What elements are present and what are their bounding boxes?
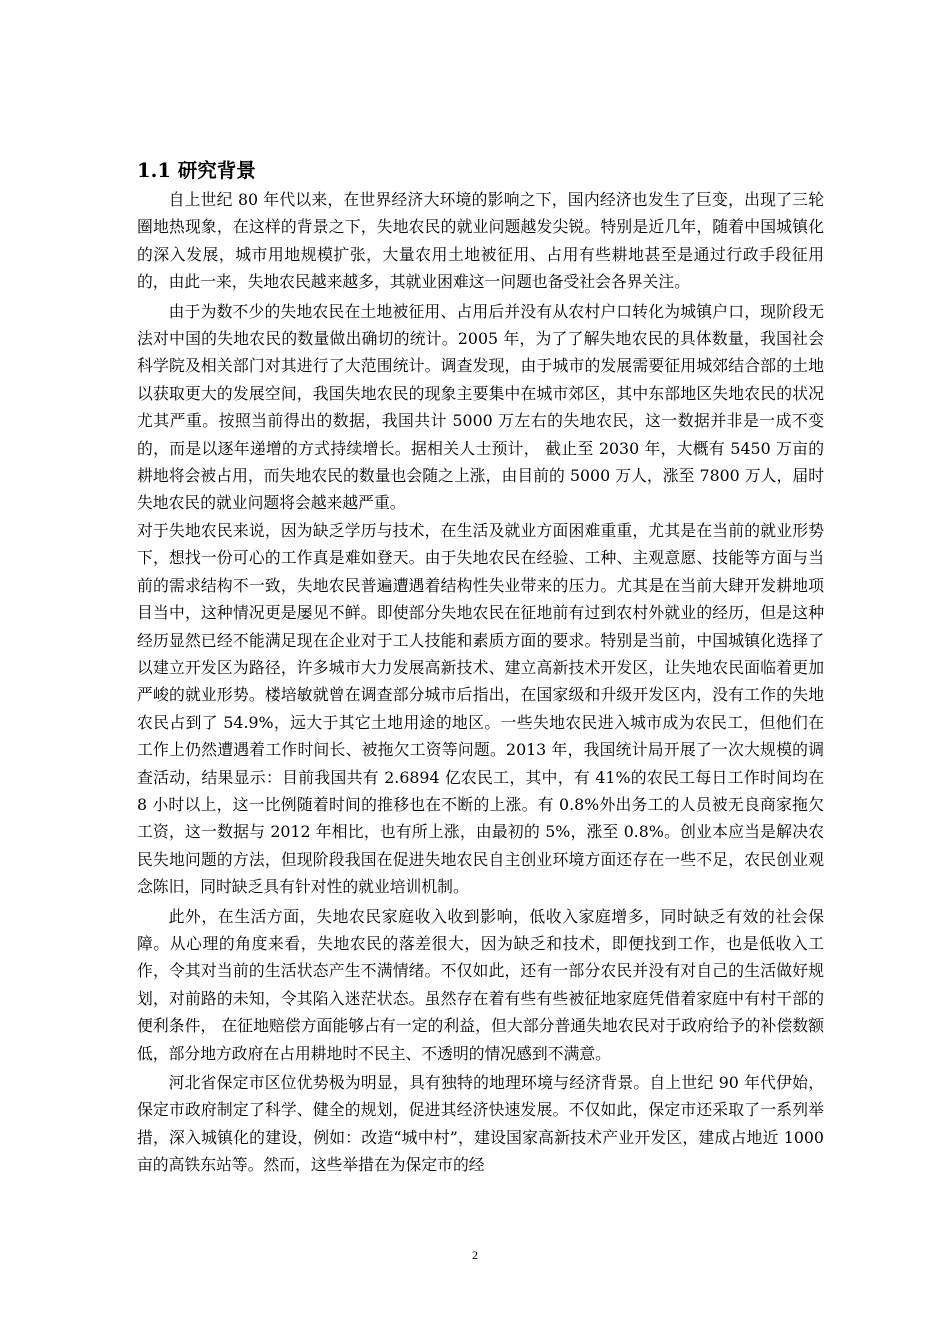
section-heading: 1.1 研究背景: [137, 159, 256, 182]
paragraph-4: 此外，在生活方面，失地农民家庭收入收到影响，低收入家庭增多，同时缺乏有效的社会保障。从心理的角度来看，失地农民的落差很大，因为缺乏和技术，即便找到工作，也是低收入工作，令其对当前的生活状态产生不满情绪。不仅如此，还有一部分农民并没有对自己的生活做好规划，对前路的未知，令其陷入迷茫状态。虽然存在着有些有些被征地家庭凭借着家庭中有村干部的便利条件， 在征地赔偿方面能够占有一定的利益，但大部分普通失地农民对于政府给予的补偿数额低，部分地方政府在占用耕地时不民主、不透明的情况感到不满意。: [137, 906, 824, 1063]
paragraph-2: 由于为数不少的失地农民在土地被征用、占用后并没有从农村户口转化为城镇户口，现阶段无法对中国的失地农民的数量做出确切的统计。2005 年，为了了解失地农民的具体数量，我国社会科学院及相关部门对其进行了大范围统计。调查发现，由于城市的发展需要征用城郊结合部的土地以获取更大的发展空间，我国失地农民的现象主要集中在城市郊区，其中东部地区失地农民的状况尤其严重。按照当前得出的数据，我国共计 5000 万左右的失地农民，这一数据并非是一成不变的，而是以逐年递增的方式持续增长。据相关人士预计， 截止至 2030 年，大概有 5450 万亩的耕地将会被占用，而失地农民的数量也会随之上涨，由目前的 5000 万人，涨至 7800 万人，届时失地农民的就业问题将会越来越严重。: [137, 301, 824, 513]
paragraph-5: 河北省保定市区位优势极为明显，具有独特的地理环境与经济背景。自上世纪 90 年代伊始，保定市政府制定了科学、健全的规划，促进其经济快速发展。不仅如此，保定市还采取了一系列举措，深入城镇化的建设，例如：改造“城中村”，建设国家高新技术产业开发区，建成占地近 1000 亩的高铁东站等。然而，这些举措在为保定市的经: [137, 1073, 824, 1175]
page-number: 2: [472, 1248, 478, 1262]
paragraph-1: 自上世纪 80 年代以来，在世界经济大环境的影响之下，国内经济也发生了巨变，出现了三轮圈地热现象，在这样的背景之下，失地农民的就业问题越发尖锐。特别是近几年，随着中国城镇化的深入发展，城市用地规模扩张，大量农用土地被征用、占用有些耕地甚至是通过行政手段征用的，由此一来，失地农民越来越多，其就业困难这一问题也备受社会各界关注。: [137, 190, 824, 292]
paragraph-3: 对于失地农民来说，因为缺乏学历与技术，在生活及就业方面困难重重，尤其是在当前的就业形势下，想找一份可心的工作真是难如登天。由于失地农民在经验、工种、主观意愿、技能等方面与当前的需求结构不一致，失地农民普遍遭遇着结构性失业带来的压力。尤其是在当前大肆开发耕地项目当中，这种情况更是屡见不鲜。即使部分失地农民在征地前有过到农村外就业的经历，但是这种经历显然已经不能满足现在企业对于工人技能和素质方面的要求。特别是当前，中国城镇化选择了以建立开发区为路径，许多城市大力发展高新技术、建立高新技术开发区，让失地农民面临着更加严峻的就业形势。楼培敏就曾在调查部分城市后指出，在国家级和升级开发区内，没有工作的失地农民占到了 54.9%，远大于其它土地用途的地区。一些失地农民进入城市成为农民工，但他们在工作上仍然遭遇着工作时间长、被拖欠工资等问题。2013 年，我国统计局开展了一次大规模的调查活动，结果显示：目前我国共有 2.6894 亿农民工，其中，有 41%的农民工每日工作时间均在 8 小时以上，这一比例随着时间的推移也在不断的上涨。有 0.8%外出务工的人员被无良商家拖欠工资，这一数据与 2012 年相比，也有所上涨，由最初的 5%，涨至 0.8%。创业本应当是解决农民失地问题的方法，但现阶段我国在促进失地农民自主创业环境方面还存在一些不足，农民创业观念陈旧，同时缺乏具有针对性的就业培训机制。: [137, 520, 824, 897]
document-body: [137, 156, 824, 1179]
